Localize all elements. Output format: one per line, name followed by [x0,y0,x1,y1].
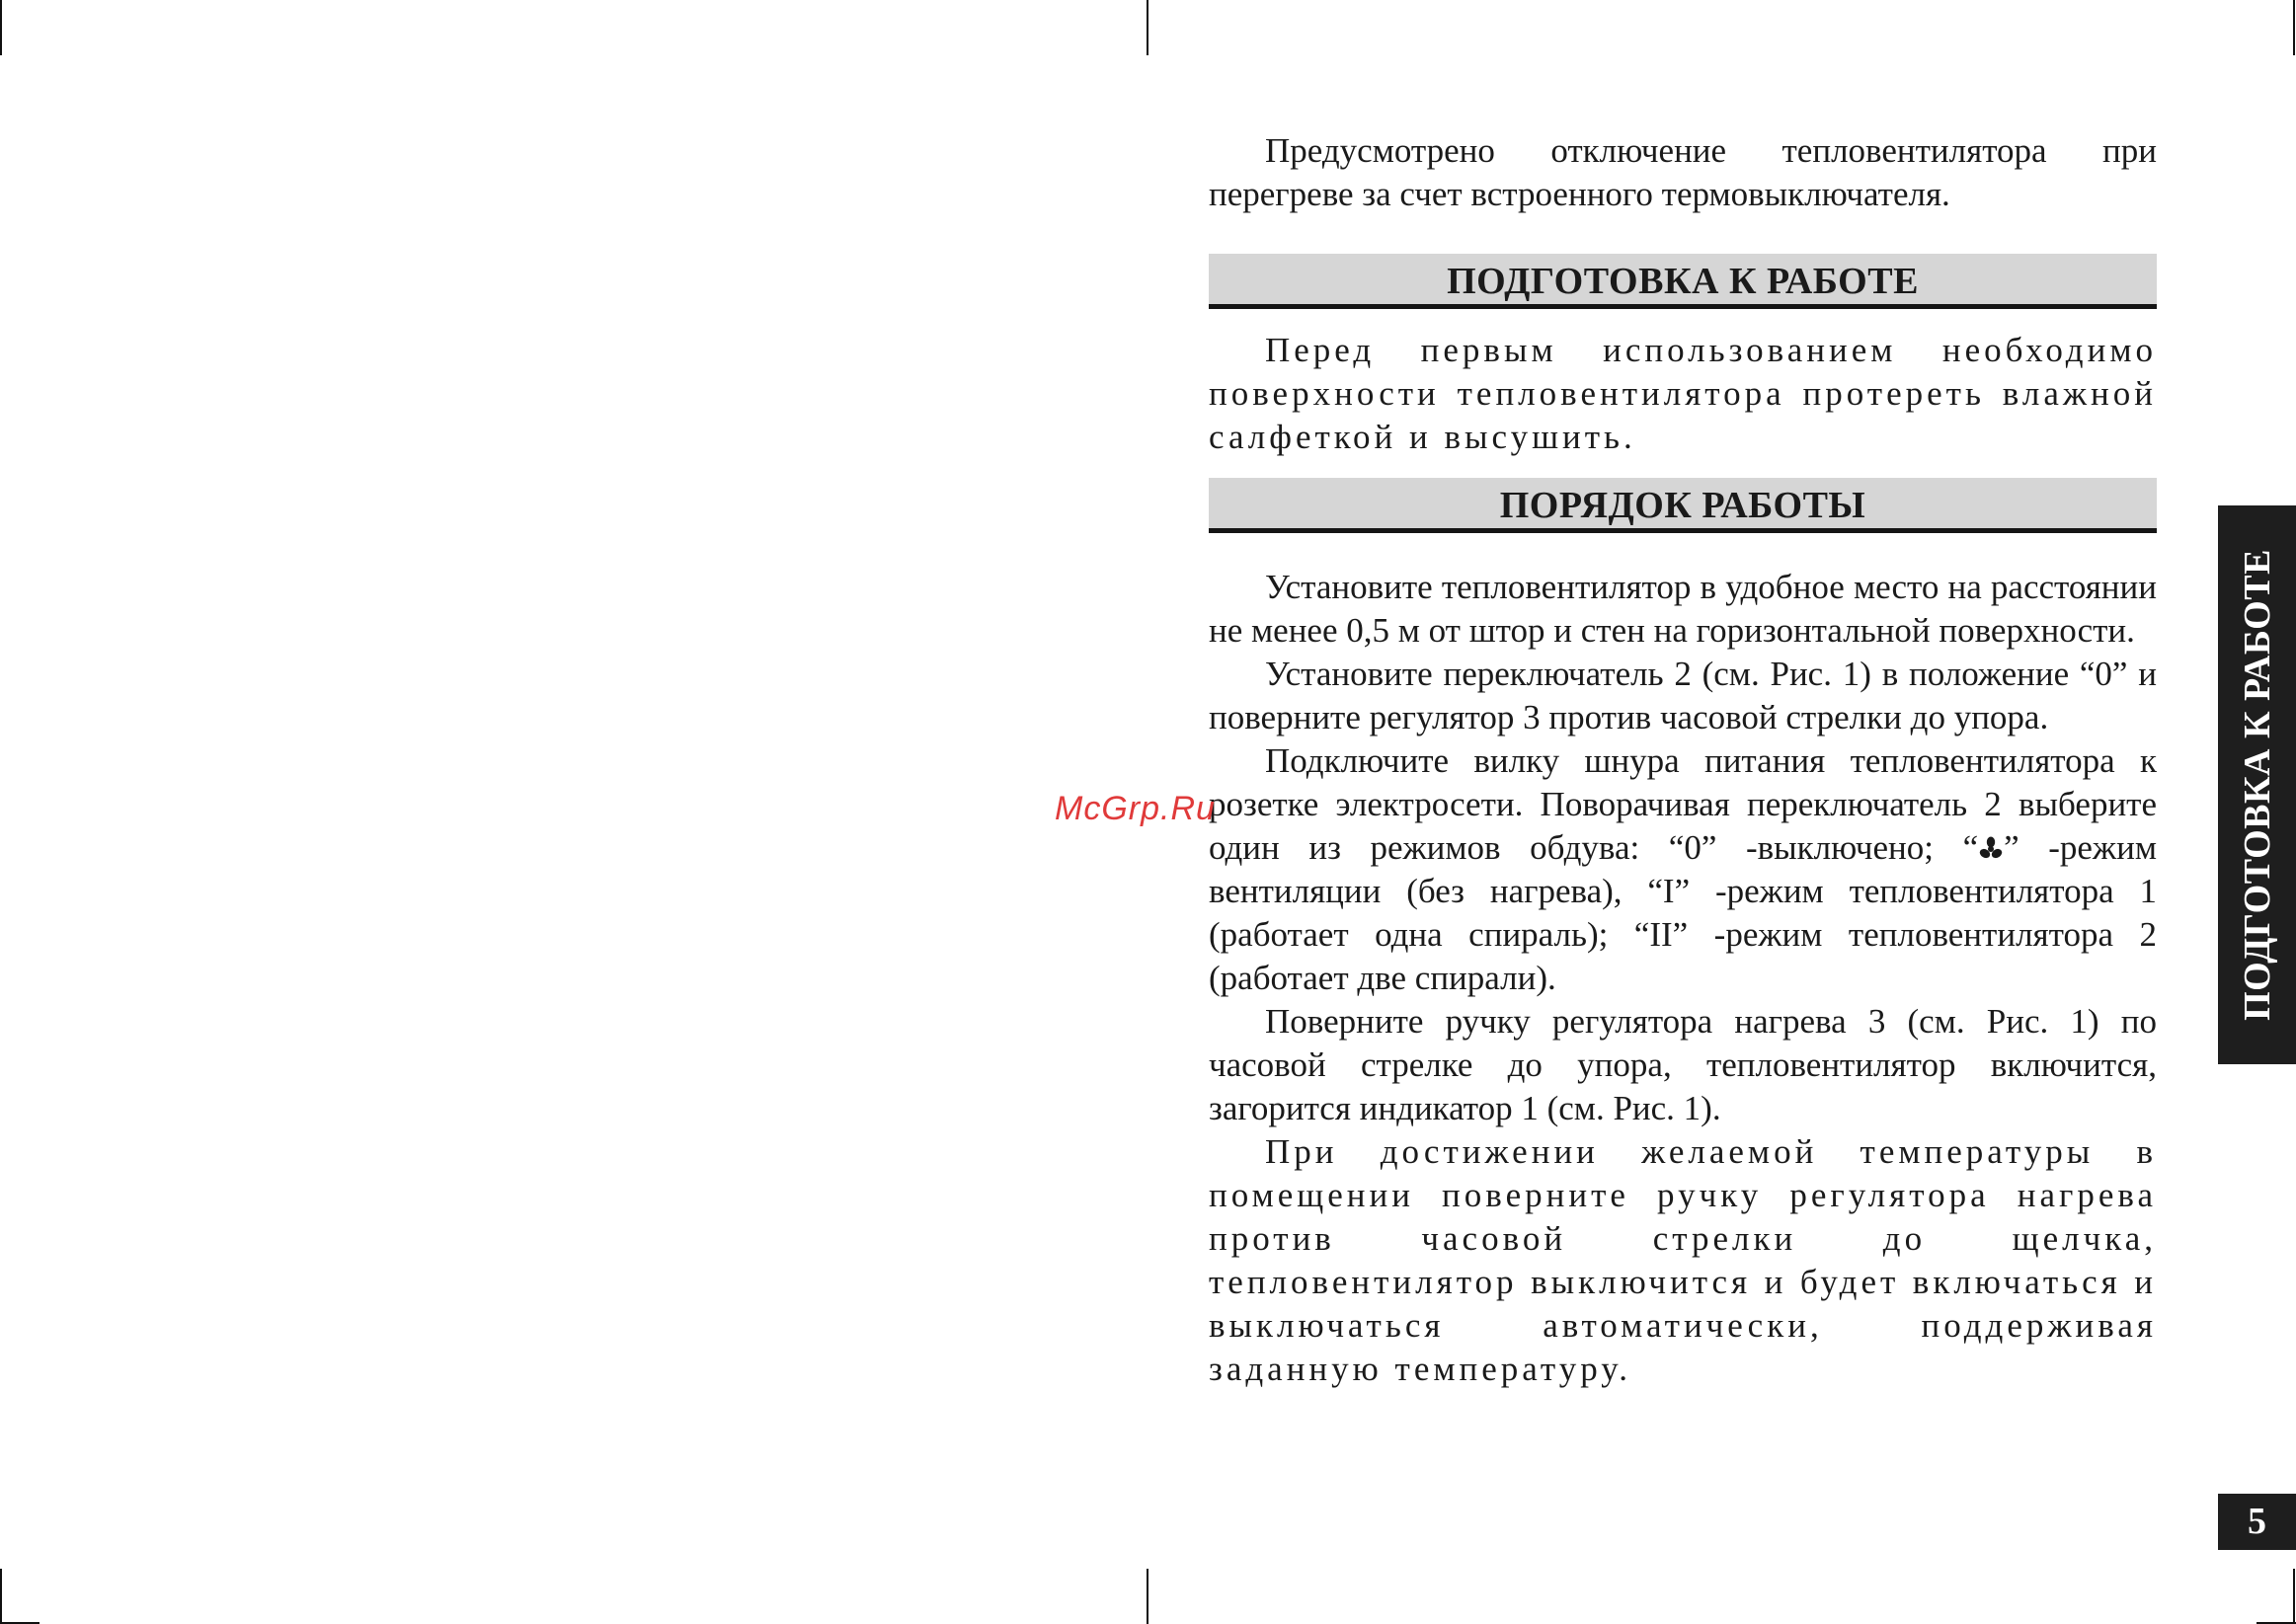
modes-text-end: ” -режим вентиляции (без нагрева), “I” -режим тепловентилятора 1 (работает одна спираль); “II” -режим тепловентилятора 2 (работает две спирали). [1209,828,2157,997]
crop-mark-top-center [1147,0,1148,55]
operation-paragraph-placement: Установите тепловентилятор в удобное место на расстоянии не менее 0,5 м от штор и стен на горизонтальной поверхности. [1209,568,2157,650]
intro-block [1209,129,2157,216]
intro-paragraph: Предусмотрено отключение тепловентилятора при перегреве за счет встроенного термовыключателя. [1209,131,2157,213]
crop-mark-bottom-center [1147,1569,1148,1624]
page-number: 5 [2218,1494,2296,1550]
preparation-block [1209,329,2157,459]
watermark: McGrp.Ru [1055,790,1216,827]
side-tab-label: ПОДГОТОВКА К РАБОТЕ [2236,549,2278,1021]
operation-block [1209,566,2157,1391]
crop-mark-top-right [2293,0,2295,55]
section-heading-preparation: ПОДГОТОВКА К РАБОТЕ [1209,254,2157,309]
operation-paragraph-switch: Установите переключатель 2 (см. Рис. 1) в положение “0” и поверните регулятор 3 против часовой стрелки до упора. [1209,655,2157,736]
section-heading-operation: ПОРЯДОК РАБОТЫ [1209,478,2157,533]
preparation-paragraph: Перед первым использованием необходимо поверхности тепловентилятора протереть влажной салфеткой и высушить. [1209,331,2157,456]
modes-text-start: Подключите вилку шнура питания тепловентилятора к розетке электросети. Поворачивая переключатель 2 выберите один из режимов обдува: “0” -выключено; “ [1209,741,2157,867]
crop-mark-bottom-left [0,1569,2,1624]
operation-paragraph-heater-on: Поверните ручку регулятора нагрева 3 (см. Рис. 1) по часовой стрелке до упора, тепловентилятор включится, загорится индикатор 1 (см. Рис. 1). [1209,1002,2157,1127]
crop-mark-bottom-right [2293,1569,2295,1624]
operation-paragraph-modes [1209,739,2157,1000]
crop-mark-top-left [0,0,2,55]
operation-paragraph-thermostat: При достижении желаемой температуры в помещении поверните ручку регулятора нагрева против часовой стрелки до щелчка, тепловентилятор выключится и будет включаться и выключаться автоматически, поддерживая заданную температуру. [1209,1132,2157,1388]
side-tab [2218,505,2296,1064]
fan-icon [1978,836,2004,862]
